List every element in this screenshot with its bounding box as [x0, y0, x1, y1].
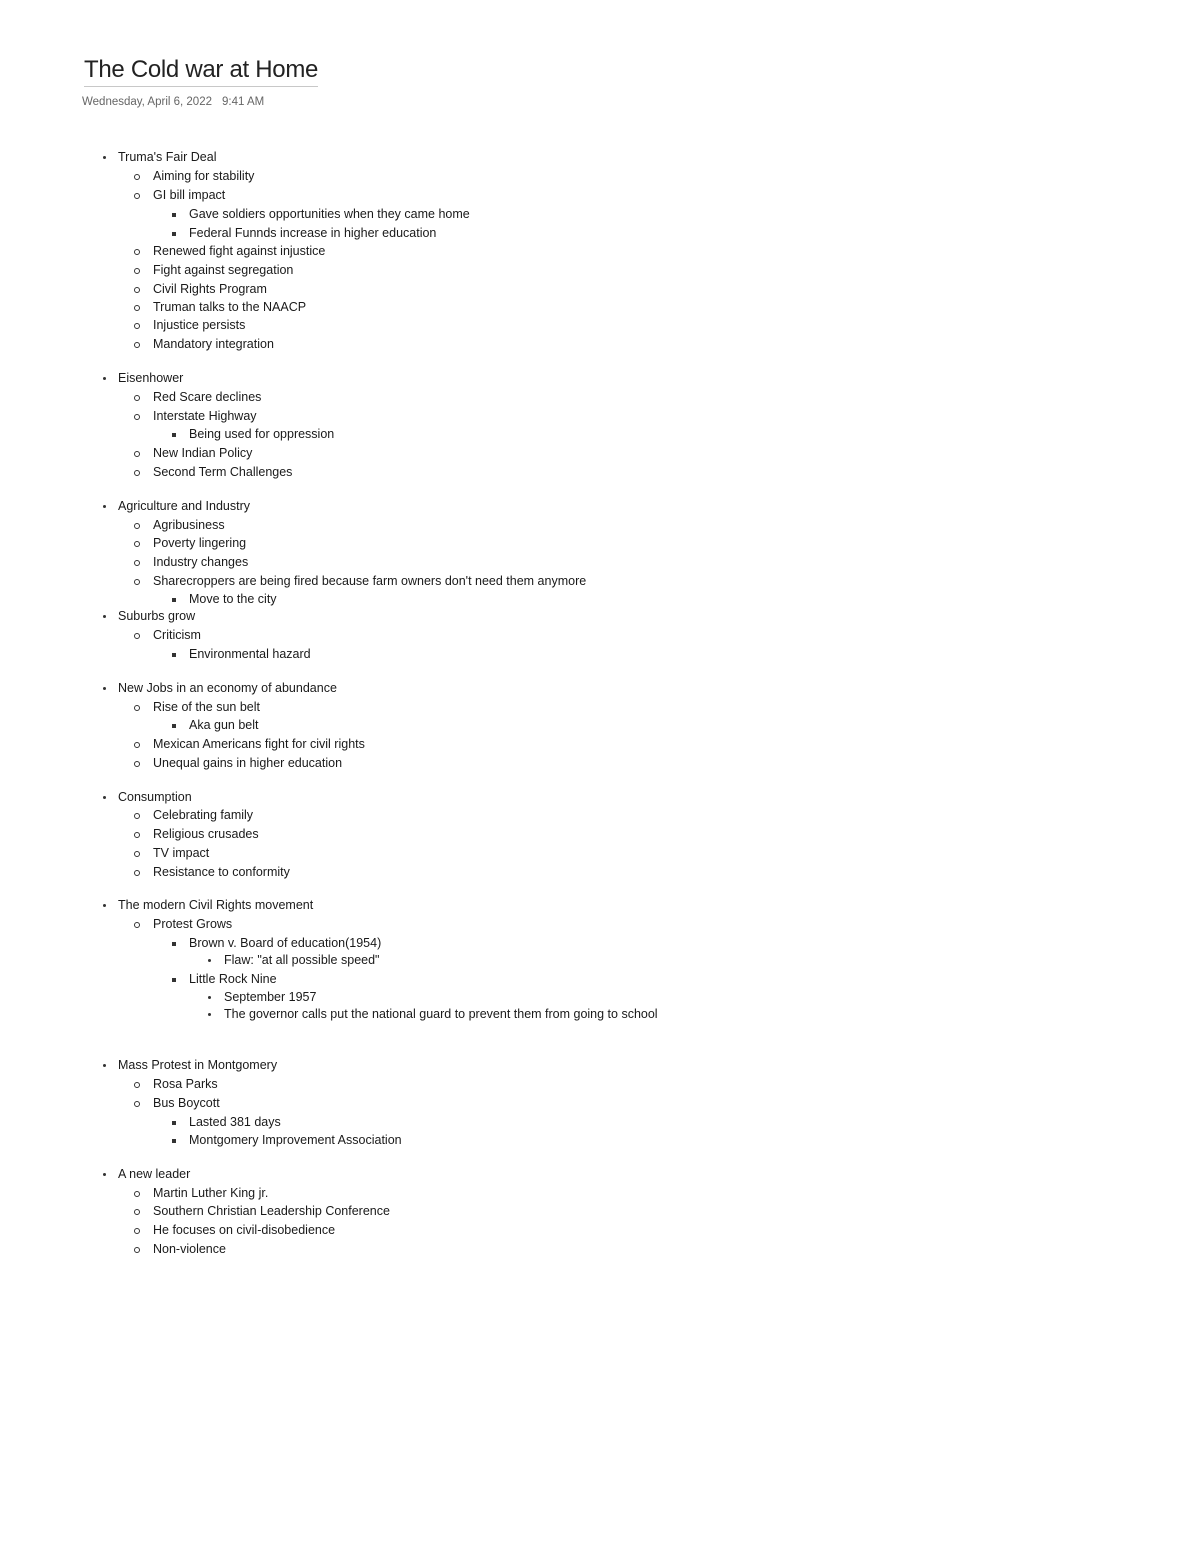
bullet-icon: [103, 1064, 106, 1067]
outline-item-level-2[interactable]: [153, 390, 261, 405]
outline-item-text: Celebrating family: [153, 808, 254, 822]
bullet-icon: [134, 342, 140, 348]
outline-item-text: A new leader: [118, 1167, 191, 1181]
outline-item-level-2[interactable]: [153, 465, 292, 480]
bullet-icon: [172, 433, 176, 437]
outline-item-level-1[interactable]: [118, 790, 192, 805]
outline-item-text: Southern Christian Leadership Conference: [153, 1204, 390, 1218]
bullet-icon: [172, 213, 176, 217]
bullet-icon: [134, 395, 140, 401]
outline-item-level-1[interactable]: [118, 499, 250, 514]
outline-item-level-2[interactable]: [153, 536, 246, 551]
outline-item-level-3[interactable]: [189, 718, 259, 733]
bullet-icon: [134, 1228, 140, 1234]
bullet-icon: [134, 579, 140, 585]
outline-item-text: Protest Grows: [153, 917, 233, 931]
outline-item-level-4[interactable]: [224, 990, 316, 1005]
outline-item-text: Agriculture and Industry: [118, 499, 251, 513]
outline-item-text: Criticism: [153, 628, 201, 642]
bullet-icon: [134, 323, 140, 329]
outline-item-text: The governor calls put the national guard to prevent them from going to school: [224, 1007, 658, 1021]
bullet-icon: [134, 305, 140, 311]
outline-item-level-3[interactable]: [189, 1133, 402, 1148]
bullet-icon: [208, 1013, 211, 1016]
bullet-icon: [134, 541, 140, 547]
outline-item-text: Mexican Americans fight for civil rights: [153, 737, 365, 751]
bullet-icon: [103, 156, 106, 159]
outline-item-level-2[interactable]: [153, 446, 252, 461]
bullet-icon: [134, 174, 140, 180]
outline-item-level-3[interactable]: [189, 936, 381, 951]
bullet-icon: [134, 414, 140, 420]
bullet-icon: [134, 249, 140, 255]
outline-item-text: Second Term Challenges: [153, 465, 293, 479]
outline-item-level-2[interactable]: [153, 337, 274, 352]
outline-item-level-2[interactable]: [153, 282, 267, 297]
outline-item-text: Poverty lingering: [153, 536, 247, 550]
outline-item-level-2[interactable]: [153, 318, 245, 333]
outline-item-text: Federal Funnds increase in higher education: [189, 226, 437, 240]
outline-item-text: Move to the city: [189, 592, 277, 606]
outline-item-level-3[interactable]: [189, 1115, 281, 1130]
outline-item-text: Religious crusades: [153, 827, 259, 841]
outline-item-text: Suburbs grow: [118, 609, 196, 623]
outline-item-level-2[interactable]: [153, 1077, 218, 1092]
bullet-icon: [134, 193, 140, 199]
outline-item-text: TV impact: [153, 846, 210, 860]
outline-item-text: Mass Protest in Montgomery: [118, 1058, 278, 1072]
bullet-icon: [134, 1082, 140, 1088]
bullet-icon: [103, 1173, 106, 1176]
bullet-icon: [134, 705, 140, 711]
outline-item-text: Rosa Parks: [153, 1077, 218, 1091]
bullet-icon: [134, 870, 140, 876]
outline-item-text: Red Scare declines: [153, 390, 262, 404]
bullet-icon: [208, 996, 211, 999]
outline-item-level-2[interactable]: [153, 917, 232, 932]
outline-item-text: Agribusiness: [153, 518, 225, 532]
outline-item-text: Martin Luther King jr.: [153, 1186, 269, 1200]
bullet-icon: [103, 904, 106, 907]
bullet-icon: [134, 451, 140, 457]
bullet-icon: [103, 687, 106, 690]
outline-item-level-1[interactable]: [118, 1058, 277, 1073]
outline-item-text: Interstate Highway: [153, 409, 257, 423]
outline-item-level-2[interactable]: [153, 574, 586, 589]
bullet-icon: [103, 377, 106, 380]
bullet-icon: [134, 560, 140, 566]
bullet-icon: [134, 268, 140, 274]
outline-item-level-2[interactable]: [153, 1096, 220, 1111]
note-date: Wednesday, April 6, 2022: [82, 96, 212, 108]
outline-item-text: Being used for oppression: [189, 427, 335, 441]
outline-item-level-1[interactable]: [118, 609, 195, 624]
outline-item-level-2[interactable]: [153, 865, 290, 880]
outline-item-text: Bus Boycott: [153, 1096, 220, 1110]
outline-item-text: Renewed fight against injustice: [153, 244, 326, 258]
bullet-icon: [134, 1209, 140, 1215]
outline-item-level-3[interactable]: [189, 972, 277, 987]
note-time: 9:41 AM: [222, 96, 265, 108]
outline-item-level-2[interactable]: [153, 827, 259, 842]
outline-item-text: Montgomery Improvement Association: [189, 1133, 402, 1147]
outline-item-level-2[interactable]: [153, 300, 306, 315]
outline-item-level-2[interactable]: [153, 846, 209, 861]
outline-item-text: Sharecroppers are being fired because farm owners don't need them anymore: [153, 574, 587, 588]
bullet-icon: [134, 922, 140, 928]
outline-item-text: Environmental hazard: [189, 647, 311, 661]
outline-item-text: New Jobs in an economy of abundance: [118, 681, 337, 695]
outline-item-level-3[interactable]: [189, 592, 277, 607]
bullet-icon: [134, 1191, 140, 1197]
outline-item-level-4[interactable]: [224, 1007, 664, 1022]
outline-item-level-1[interactable]: [118, 1167, 190, 1182]
outline-item-text: GI bill impact: [153, 188, 226, 202]
outline-item-text: Non-violence: [153, 1242, 226, 1256]
outline-item-text: Aka gun belt: [189, 718, 259, 732]
outline-item-level-2[interactable]: [153, 263, 293, 278]
outline-item-level-2[interactable]: [153, 1242, 226, 1257]
outline-item-text: Resistance to conformity: [153, 865, 290, 879]
outline-item-level-2[interactable]: [153, 808, 253, 823]
outline-item-text: September 1957: [224, 990, 317, 1004]
outline-item-text: Eisenhower: [118, 371, 184, 385]
outline-item-level-1[interactable]: [118, 898, 313, 913]
outline-item-level-1[interactable]: [118, 150, 216, 165]
outline-item-level-2[interactable]: [153, 244, 325, 259]
outline-item-text: The modern Civil Rights movement: [118, 898, 314, 912]
outline-item-text: Brown v. Board of education(1954): [189, 936, 382, 950]
outline-item-level-1[interactable]: [118, 681, 337, 696]
outline-item-text: Gave soldiers opportunities when they came home: [189, 207, 470, 221]
outline-item-level-3[interactable]: [189, 427, 334, 442]
outline-item-level-4[interactable]: [224, 953, 379, 968]
bullet-icon: [172, 232, 176, 236]
bullet-icon: [134, 813, 140, 819]
bullet-icon: [103, 796, 106, 799]
outline-item-text: Flaw: "at all possible speed": [224, 953, 380, 967]
outline-item-level-3[interactable]: [189, 226, 436, 241]
bullet-icon: [172, 1139, 176, 1143]
outline-item-level-2[interactable]: [153, 756, 342, 771]
bullet-icon: [172, 942, 176, 946]
outline-item-level-1[interactable]: [118, 371, 183, 386]
outline-item-text: Unequal gains in higher education: [153, 756, 343, 770]
bullet-icon: [134, 851, 140, 857]
outline-item-text: Civil Rights Program: [153, 282, 267, 296]
outline-item-level-2[interactable]: [153, 628, 201, 643]
outline-item-text: Aiming for stability: [153, 169, 255, 183]
bullet-icon: [208, 959, 211, 962]
outline-item-text: Injustice persists: [153, 318, 246, 332]
bullet-icon: [172, 598, 176, 602]
outline-item-text: Fight against segregation: [153, 263, 294, 277]
outline-item-level-2[interactable]: [153, 188, 225, 203]
outline-item-text: Lasted 381 days: [189, 1115, 281, 1129]
page-title[interactable]: The Cold war at Home: [84, 56, 318, 87]
outline-item-level-2[interactable]: [153, 1223, 335, 1238]
bullet-icon: [134, 742, 140, 748]
outline-item-level-2[interactable]: [153, 700, 260, 715]
outline-item-text: Industry changes: [153, 555, 249, 569]
outline-item-text: Little Rock Nine: [189, 972, 277, 986]
outline-item-text: Rise of the sun belt: [153, 700, 261, 714]
outline-item-level-2[interactable]: [153, 169, 254, 184]
bullet-icon: [172, 653, 176, 657]
bullet-icon: [172, 1121, 176, 1125]
outline-item-text: New Indian Policy: [153, 446, 253, 460]
bullet-icon: [134, 470, 140, 476]
outline-item-text: Mandatory integration: [153, 337, 274, 351]
bullet-icon: [172, 724, 176, 728]
outline-item-text: Consumption: [118, 790, 192, 804]
outline-item-level-2[interactable]: [153, 1186, 268, 1201]
outline-item-level-3[interactable]: [189, 647, 311, 662]
outline-item-text: Truma's Fair Deal: [118, 150, 217, 164]
outline-item-level-2[interactable]: [153, 737, 365, 752]
outline-item-level-2[interactable]: [153, 1204, 390, 1219]
bullet-icon: [134, 832, 140, 838]
outline-item-text: He focuses on civil-disobedience: [153, 1223, 336, 1237]
bullet-icon: [134, 523, 140, 529]
outline-item-level-3[interactable]: [189, 207, 470, 222]
outline-item-level-2[interactable]: [153, 555, 248, 570]
outline-item-level-2[interactable]: [153, 518, 225, 533]
outline-item-level-2[interactable]: [153, 409, 257, 424]
bullet-icon: [134, 761, 140, 767]
bullet-icon: [134, 1101, 140, 1107]
bullet-icon: [134, 633, 140, 639]
bullet-icon: [172, 978, 176, 982]
bullet-icon: [103, 615, 106, 618]
bullet-icon: [103, 505, 106, 508]
outline-item-text: Truman talks to the NAACP: [153, 300, 307, 314]
bullet-icon: [134, 1247, 140, 1253]
bullet-icon: [134, 287, 140, 293]
